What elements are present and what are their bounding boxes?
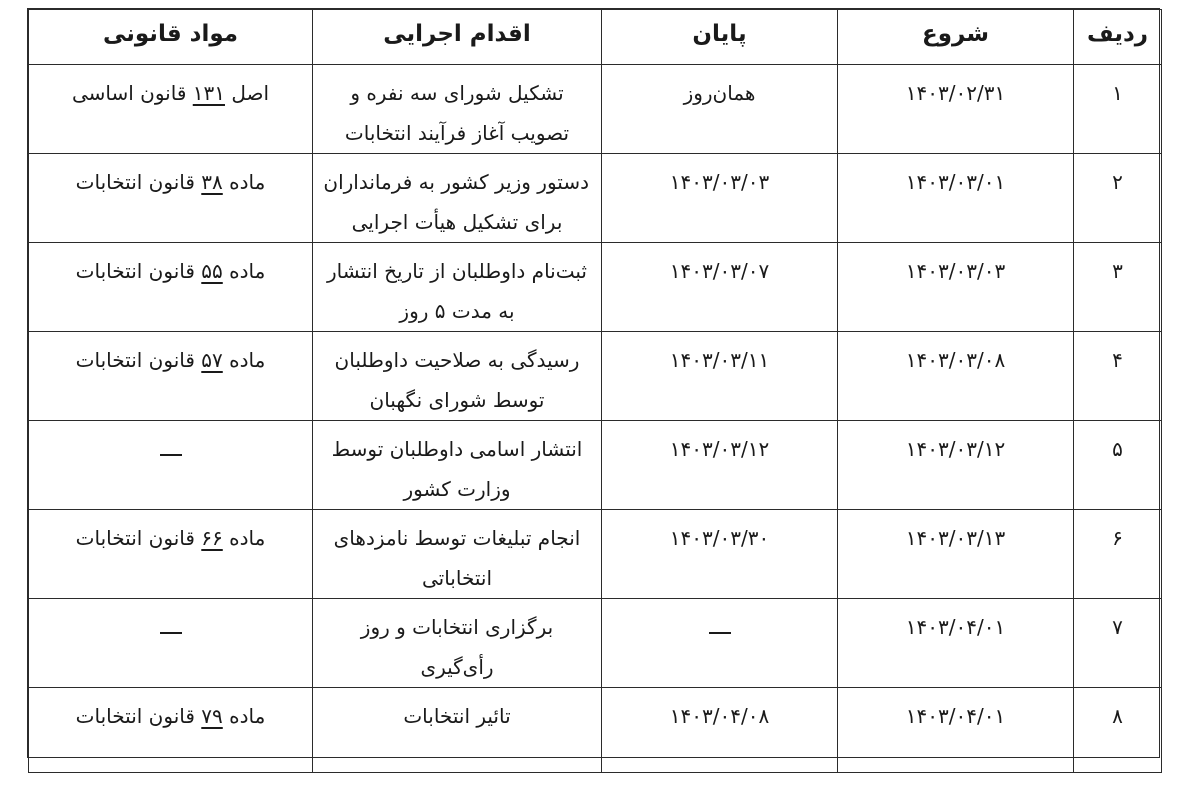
action-line: تشکیل شورای سه نفره و (350, 81, 564, 105)
start-date-cell: ۱۴۰۳/۰۳/۱۳ (838, 510, 1074, 599)
law-reference-cell (29, 599, 313, 688)
end-date-cell: ۱۴۰۳/۰۴/۰۸ (602, 688, 838, 773)
action-cell (313, 688, 602, 773)
law-number: ۷۹ (201, 704, 223, 728)
action-line: انجام تبلیغات توسط نامزدهای (333, 526, 581, 550)
start-date-cell: ۱۴۰۳/۰۴/۰۱ (838, 599, 1074, 688)
law-reference (72, 81, 269, 105)
action-cell (313, 510, 602, 599)
action-line: تصویب آغاز فرآیند انتخابات (344, 121, 570, 145)
table-row (29, 65, 1162, 154)
table-row (29, 243, 1162, 332)
action-line: رسیدگی به صلاحیت داوطلبان (334, 348, 580, 372)
law-number: ۳۸ (201, 170, 223, 194)
table-body (29, 65, 1162, 773)
row-number-cell: ۱ (1074, 65, 1162, 154)
table-row (29, 332, 1162, 421)
header-law: مواد قانونی (29, 10, 313, 65)
action-cell (313, 332, 602, 421)
law-prefix: ماده (229, 259, 266, 283)
law-prefix: ماده (229, 170, 266, 194)
end-date-cell: ۱۴۰۳/۰۳/۱۲ (602, 421, 838, 510)
law-suffix: قانون انتخابات (75, 526, 195, 550)
law-reference-cell (29, 510, 313, 599)
start-date-cell: ۱۴۰۳/۰۲/۳۱ (838, 65, 1074, 154)
law-prefix: ماده (229, 348, 266, 372)
election-schedule-table (28, 9, 1162, 773)
law-prefix: ماده (229, 704, 266, 728)
law-suffix: قانون انتخابات (75, 170, 195, 194)
table-row (29, 688, 1162, 773)
table-row (29, 421, 1162, 510)
row-number-cell: ۷ (1074, 599, 1162, 688)
law-reference-cell (29, 421, 313, 510)
table-row (29, 510, 1162, 599)
action-cell (313, 421, 602, 510)
action-line: ثبت‌نام داوطلبان از تاریخ انتشار (327, 259, 587, 283)
start-date-cell: ۱۴۰۳/۰۳/۱۲ (838, 421, 1074, 510)
start-date-cell: ۱۴۰۳/۰۳/۰۳ (838, 243, 1074, 332)
row-number-cell: ۳ (1074, 243, 1162, 332)
action-line: به مدت ۵ روز (399, 299, 515, 323)
action-cell (313, 65, 602, 154)
law-reference (76, 348, 266, 372)
law-reference-cell (29, 688, 313, 773)
law-suffix: قانون اساسی (71, 81, 187, 105)
action-line: رأی‌گیری (420, 655, 494, 679)
law-number: ۵۷ (201, 348, 223, 372)
empty-dash (160, 454, 182, 456)
end-date-cell: ۱۴۰۳/۰۳/۰۷ (602, 243, 838, 332)
law-reference-cell (29, 243, 313, 332)
header-start: شروع (838, 10, 1074, 65)
action-line: توسط شورای نگهبان (369, 388, 545, 412)
table-row (29, 599, 1162, 688)
row-number-cell: ۲ (1074, 154, 1162, 243)
law-reference (76, 259, 266, 283)
action-line: انتخاباتی (421, 566, 493, 590)
row-number-cell: ۴ (1074, 332, 1162, 421)
row-number-cell: ۵ (1074, 421, 1162, 510)
end-date-cell: همان‌روز (602, 65, 838, 154)
empty-dash (160, 632, 182, 634)
header-end: پایان (602, 10, 838, 65)
end-date-cell: ۱۴۰۳/۰۳/۰۳ (602, 154, 838, 243)
start-date-cell: ۱۴۰۳/۰۴/۰۱ (838, 688, 1074, 773)
header-row (29, 10, 1162, 65)
action-line: دستور وزیر کشور به فرمانداران (323, 170, 589, 194)
law-reference (76, 526, 266, 550)
action-line: برای تشکیل هیأت اجرایی (351, 210, 563, 234)
action-cell (313, 599, 602, 688)
law-reference-cell (29, 65, 313, 154)
header-action: اقدام اجرایی (313, 10, 602, 65)
law-prefix: اصل (231, 81, 270, 105)
law-prefix: ماده (229, 526, 266, 550)
action-line: برگزاری انتخابات و روز (360, 615, 554, 639)
row-number-cell: ۶ (1074, 510, 1162, 599)
law-suffix: قانون انتخابات (75, 259, 195, 283)
empty-dash (709, 632, 731, 634)
action-line: وزارت کشور (403, 477, 511, 501)
law-reference (76, 170, 266, 194)
law-reference-cell (29, 332, 313, 421)
action-cell (313, 154, 602, 243)
action-line: تائیر انتخابات (403, 704, 511, 728)
end-date-cell: ۱۴۰۳/۰۳/۱۱ (602, 332, 838, 421)
action-cell (313, 243, 602, 332)
end-date-cell: ۱۴۰۳/۰۳/۳۰ (602, 510, 838, 599)
table-row (29, 154, 1162, 243)
header-row-number: ردیف (1074, 10, 1162, 65)
law-reference-cell (29, 154, 313, 243)
law-suffix: قانون انتخابات (75, 348, 195, 372)
law-reference (76, 704, 266, 728)
law-number: ۱۳۱ (192, 81, 225, 105)
law-number: ۵۵ (201, 259, 223, 283)
election-schedule-document (27, 8, 1160, 758)
start-date-cell: ۱۴۰۳/۰۳/۰۸ (838, 332, 1074, 421)
row-number-cell: ۸ (1074, 688, 1162, 773)
action-line: انتشار اسامی داوطلبان توسط (331, 437, 583, 461)
start-date-cell: ۱۴۰۳/۰۳/۰۱ (838, 154, 1074, 243)
end-date-cell (602, 599, 838, 688)
law-number: ۶۶ (201, 526, 223, 550)
law-suffix: قانون انتخابات (75, 704, 195, 728)
